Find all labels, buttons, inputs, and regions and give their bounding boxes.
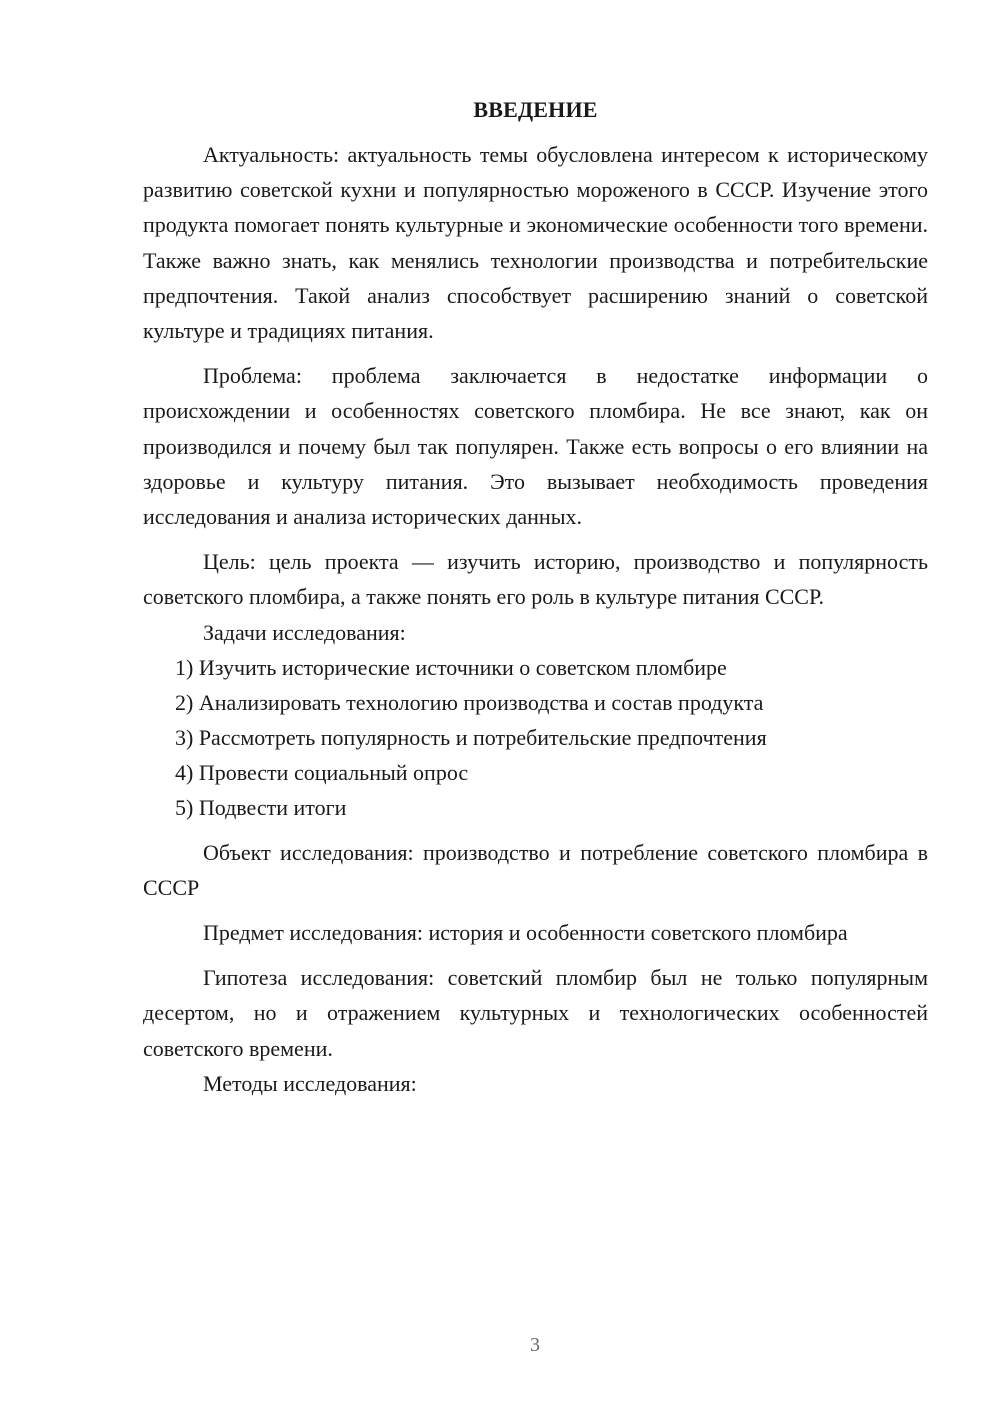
tasks-heading: Задачи исследования:	[203, 619, 406, 645]
object-paragraph: Объект исследования: производство и потребление советского пломбира в СССР	[143, 839, 928, 900]
task-item-5: 5) Подвести итоги	[175, 794, 347, 820]
relevance-paragraph: Актуальность: актуальность темы обусловлена интересом к историческому развитию советской кухни и популярностью мороженого в СССР. Изучение этого продукта помогает понять культурные и экономические особенности того времени. Также важно знать, как менялись технологии производства и потребительские предпочтения. Такой анализ способствует расширению знаний о советской культуре и традициях питания.	[143, 142, 928, 344]
task-item-4: 4) Провести социальный опрос	[175, 759, 469, 785]
hypothesis-paragraph: Гипотеза исследования: советский пломбир был не только популярным десертом, но и отражением культурных и технологических особенностей советского времени.	[143, 965, 928, 1061]
task-item-2: 2) Анализировать технологию производства и состав продукта	[175, 689, 764, 715]
subject-paragraph: Предмет исследования: история и особенности советского пломбира	[203, 920, 848, 946]
task-item-3: 3) Рассмотреть популярность и потребительские предпочтения	[175, 724, 767, 750]
page-number: 3	[530, 1334, 540, 1356]
task-item-1: 1) Изучить исторические источники о советском пломбире	[175, 654, 727, 680]
page-content	[143, 92, 928, 1101]
section-heading: ВВЕДЕНИЕ	[473, 97, 598, 122]
goal-paragraph: Цель: цель проекта — изучить историю, производство и популярность советского пломбира, а также понять его роль в культуре питания СССР.	[143, 549, 928, 610]
methods-heading: Методы исследования:	[203, 1070, 417, 1096]
problem-paragraph: Проблема: проблема заключается в недостатке информации о происхождении и особенностях советского пломбира. Не все знают, как он производился и почему был так популярен. Также есть вопросы о его влиянии на здоровье и культуру питания. Это вызывает необходимость проведения исследования и анализа исторических данных.	[143, 363, 928, 530]
